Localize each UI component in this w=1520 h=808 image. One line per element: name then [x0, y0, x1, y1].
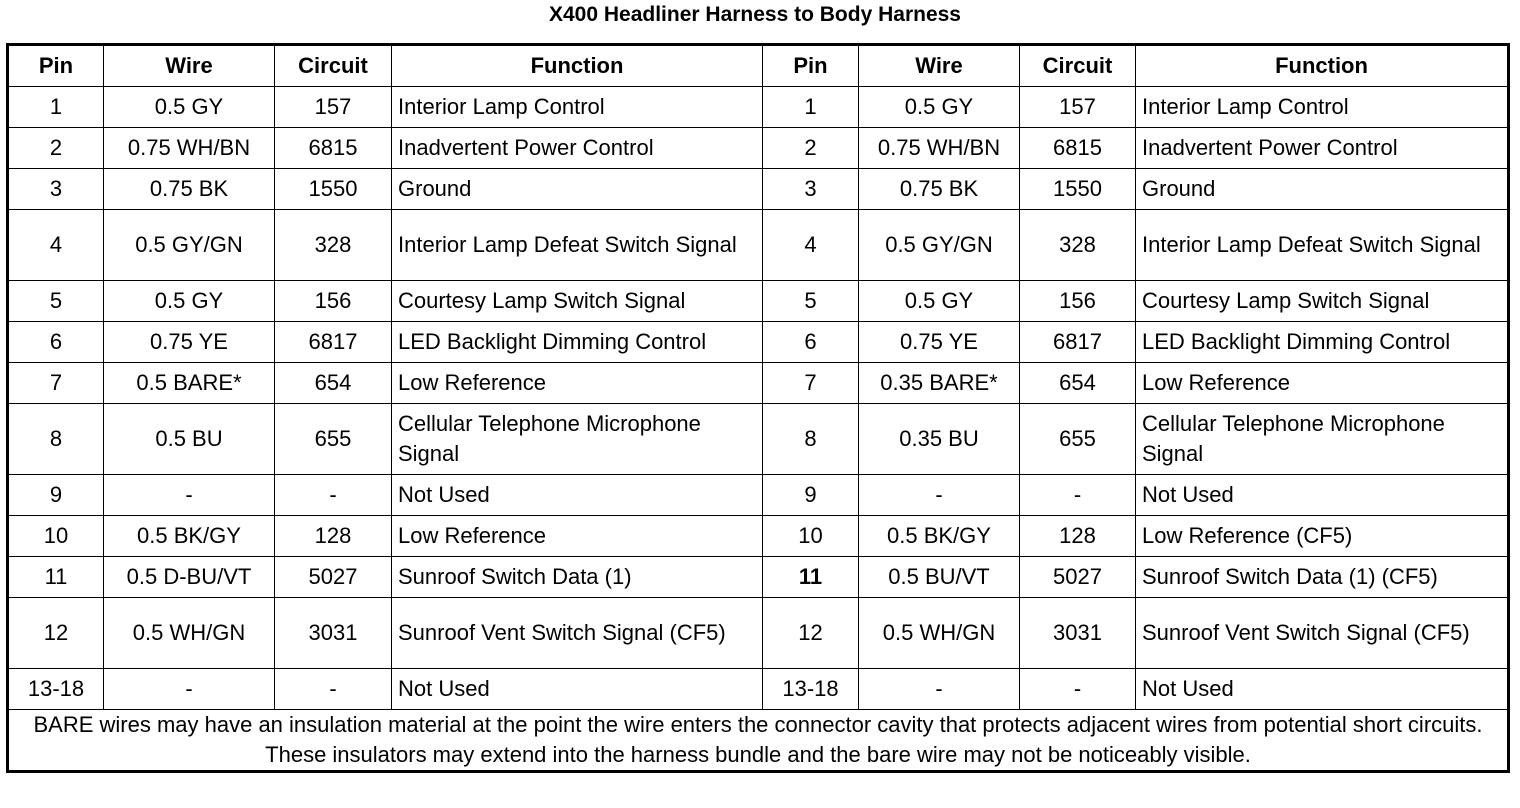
right-function-cell: Ground: [1136, 169, 1509, 210]
header-wire-right: Wire: [859, 45, 1020, 87]
left-pin-cell: 11: [8, 557, 104, 598]
left-pin-cell: 9: [8, 475, 104, 516]
note-row: [8, 710, 1509, 772]
left-wire-cell: 0.5 D-BU/VT: [104, 557, 275, 598]
left-circuit-cell: 654: [275, 363, 392, 404]
table-row: [8, 557, 1509, 598]
left-circuit-cell: 157: [275, 87, 392, 128]
right-wire-cell: 0.35 BARE*: [859, 363, 1020, 404]
right-circuit-cell: 156: [1020, 281, 1136, 322]
left-pin-cell: 5: [8, 281, 104, 322]
right-pin-cell: 4: [763, 210, 859, 281]
left-circuit-cell: 1550: [275, 169, 392, 210]
header-circuit-left: Circuit: [275, 45, 392, 87]
header-pin-right: Pin: [763, 45, 859, 87]
right-function-cell: Inadvertent Power Control: [1136, 128, 1509, 169]
table-row: [8, 404, 1509, 475]
left-function-cell: Low Reference: [392, 363, 763, 404]
left-function-cell: Inadvertent Power Control: [392, 128, 763, 169]
right-circuit-cell: 654: [1020, 363, 1136, 404]
right-pin-cell: 1: [763, 87, 859, 128]
left-pin-cell: 6: [8, 322, 104, 363]
right-wire-cell: 0.5 GY/GN: [859, 210, 1020, 281]
left-function-cell: Sunroof Switch Data (1): [392, 557, 763, 598]
left-function-cell: LED Backlight Dimming Control: [392, 322, 763, 363]
table-header-row: [8, 45, 1509, 87]
left-wire-cell: 0.5 GY: [104, 87, 275, 128]
left-wire-cell: 0.5 BARE*: [104, 363, 275, 404]
right-pin-cell: 3: [763, 169, 859, 210]
left-wire-cell: 0.75 BK: [104, 169, 275, 210]
table-row: [8, 598, 1509, 669]
right-circuit-cell: 655: [1020, 404, 1136, 475]
right-pin-cell: 7: [763, 363, 859, 404]
right-pin-cell: 9: [763, 475, 859, 516]
table-row: [8, 669, 1509, 710]
left-circuit-cell: 5027: [275, 557, 392, 598]
left-wire-cell: 0.75 YE: [104, 322, 275, 363]
page-title: X400 Headliner Harness to Body Harness: [548, 3, 961, 26]
header-wire-left: Wire: [104, 45, 275, 87]
left-wire-cell: 0.5 GY/GN: [104, 210, 275, 281]
right-wire-cell: 0.5 GY: [859, 281, 1020, 322]
harness-pinout-table: [6, 43, 1510, 773]
left-pin-cell: 7: [8, 363, 104, 404]
left-function-cell: Not Used: [392, 669, 763, 710]
right-pin-cell: 6: [763, 322, 859, 363]
header-pin-left: Pin: [8, 45, 104, 87]
table-row: [8, 128, 1509, 169]
right-wire-cell: 0.5 BU/VT: [859, 557, 1020, 598]
right-wire-cell: 0.75 WH/BN: [859, 128, 1020, 169]
right-circuit-cell: -: [1020, 669, 1136, 710]
left-pin-cell: 13-18: [8, 669, 104, 710]
right-pin-cell: 13-18: [763, 669, 859, 710]
right-circuit-cell: 328: [1020, 210, 1136, 281]
table-row: [8, 281, 1509, 322]
header-function-right: Function: [1136, 45, 1509, 87]
table-row: [8, 210, 1509, 281]
right-wire-cell: -: [859, 669, 1020, 710]
left-wire-cell: 0.5 GY: [104, 281, 275, 322]
left-pin-cell: 12: [8, 598, 104, 669]
right-function-cell: Cellular Telephone Microphone Signal: [1136, 404, 1509, 475]
left-pin-cell: 8: [8, 404, 104, 475]
left-circuit-cell: 128: [275, 516, 392, 557]
table-row: [8, 363, 1509, 404]
right-wire-cell: 0.75 BK: [859, 169, 1020, 210]
right-function-cell: Low Reference (CF5): [1136, 516, 1509, 557]
right-function-cell: Courtesy Lamp Switch Signal: [1136, 281, 1509, 322]
right-circuit-cell: -: [1020, 475, 1136, 516]
right-circuit-cell: 6817: [1020, 322, 1136, 363]
right-function-cell: LED Backlight Dimming Control: [1136, 322, 1509, 363]
bare-wire-note: BARE wires may have an insulation material at the point the wire enters the connector cavity that protects adjacent wires from potential short circuits. These insulators may extend into the harness bundle and the bare wire may not be noticeably visible.: [8, 710, 1509, 772]
left-wire-cell: 0.75 WH/BN: [104, 128, 275, 169]
right-pin-cell: 8: [763, 404, 859, 475]
table-row: [8, 87, 1509, 128]
left-circuit-cell: 6815: [275, 128, 392, 169]
right-circuit-cell: 6815: [1020, 128, 1136, 169]
left-function-cell: Not Used: [392, 475, 763, 516]
header-circuit-right: Circuit: [1020, 45, 1136, 87]
right-wire-cell: 0.5 GY: [859, 87, 1020, 128]
left-wire-cell: 0.5 BK/GY: [104, 516, 275, 557]
left-function-cell: Ground: [392, 169, 763, 210]
left-circuit-cell: 6817: [275, 322, 392, 363]
left-circuit-cell: -: [275, 475, 392, 516]
right-circuit-cell: 157: [1020, 87, 1136, 128]
left-function-cell: Cellular Telephone Microphone Signal: [392, 404, 763, 475]
right-function-cell: Not Used: [1136, 669, 1509, 710]
left-pin-cell: 4: [8, 210, 104, 281]
right-circuit-cell: 5027: [1020, 557, 1136, 598]
left-wire-cell: 0.5 BU: [104, 404, 275, 475]
right-wire-cell: -: [859, 475, 1020, 516]
left-circuit-cell: 3031: [275, 598, 392, 669]
left-pin-cell: 1: [8, 87, 104, 128]
left-function-cell: Interior Lamp Defeat Switch Signal: [392, 210, 763, 281]
left-pin-cell: 10: [8, 516, 104, 557]
right-function-cell: Sunroof Switch Data (1) (CF5): [1136, 557, 1509, 598]
right-function-cell: Interior Lamp Defeat Switch Signal: [1136, 210, 1509, 281]
left-circuit-cell: 328: [275, 210, 392, 281]
table-row: [8, 475, 1509, 516]
left-circuit-cell: 156: [275, 281, 392, 322]
right-wire-cell: 0.75 YE: [859, 322, 1020, 363]
left-wire-cell: -: [104, 475, 275, 516]
right-pin-cell: 12: [763, 598, 859, 669]
left-function-cell: Sunroof Vent Switch Signal (CF5): [392, 598, 763, 669]
table-row: [8, 516, 1509, 557]
header-function-left: Function: [392, 45, 763, 87]
right-wire-cell: 0.35 BU: [859, 404, 1020, 475]
table-row: [8, 169, 1509, 210]
left-function-cell: Courtesy Lamp Switch Signal: [392, 281, 763, 322]
right-circuit-cell: 128: [1020, 516, 1136, 557]
left-circuit-cell: -: [275, 669, 392, 710]
left-pin-cell: 2: [8, 128, 104, 169]
right-circuit-cell: 3031: [1020, 598, 1136, 669]
left-wire-cell: 0.5 WH/GN: [104, 598, 275, 669]
right-function-cell: Low Reference: [1136, 363, 1509, 404]
right-wire-cell: 0.5 BK/GY: [859, 516, 1020, 557]
left-function-cell: Interior Lamp Control: [392, 87, 763, 128]
left-function-cell: Low Reference: [392, 516, 763, 557]
table-body: [8, 87, 1509, 710]
left-circuit-cell: 655: [275, 404, 392, 475]
left-wire-cell: -: [104, 669, 275, 710]
right-pin-cell: 2: [763, 128, 859, 169]
right-function-cell: Not Used: [1136, 475, 1509, 516]
right-function-cell: Sunroof Vent Switch Signal (CF5): [1136, 598, 1509, 669]
left-pin-cell: 3: [8, 169, 104, 210]
right-wire-cell: 0.5 WH/GN: [859, 598, 1020, 669]
right-pin-cell: 10: [763, 516, 859, 557]
right-pin-cell: 5: [763, 281, 859, 322]
table-row: [8, 322, 1509, 363]
right-function-cell: Interior Lamp Control: [1136, 87, 1509, 128]
right-circuit-cell: 1550: [1020, 169, 1136, 210]
right-pin-cell: 11: [763, 557, 859, 598]
